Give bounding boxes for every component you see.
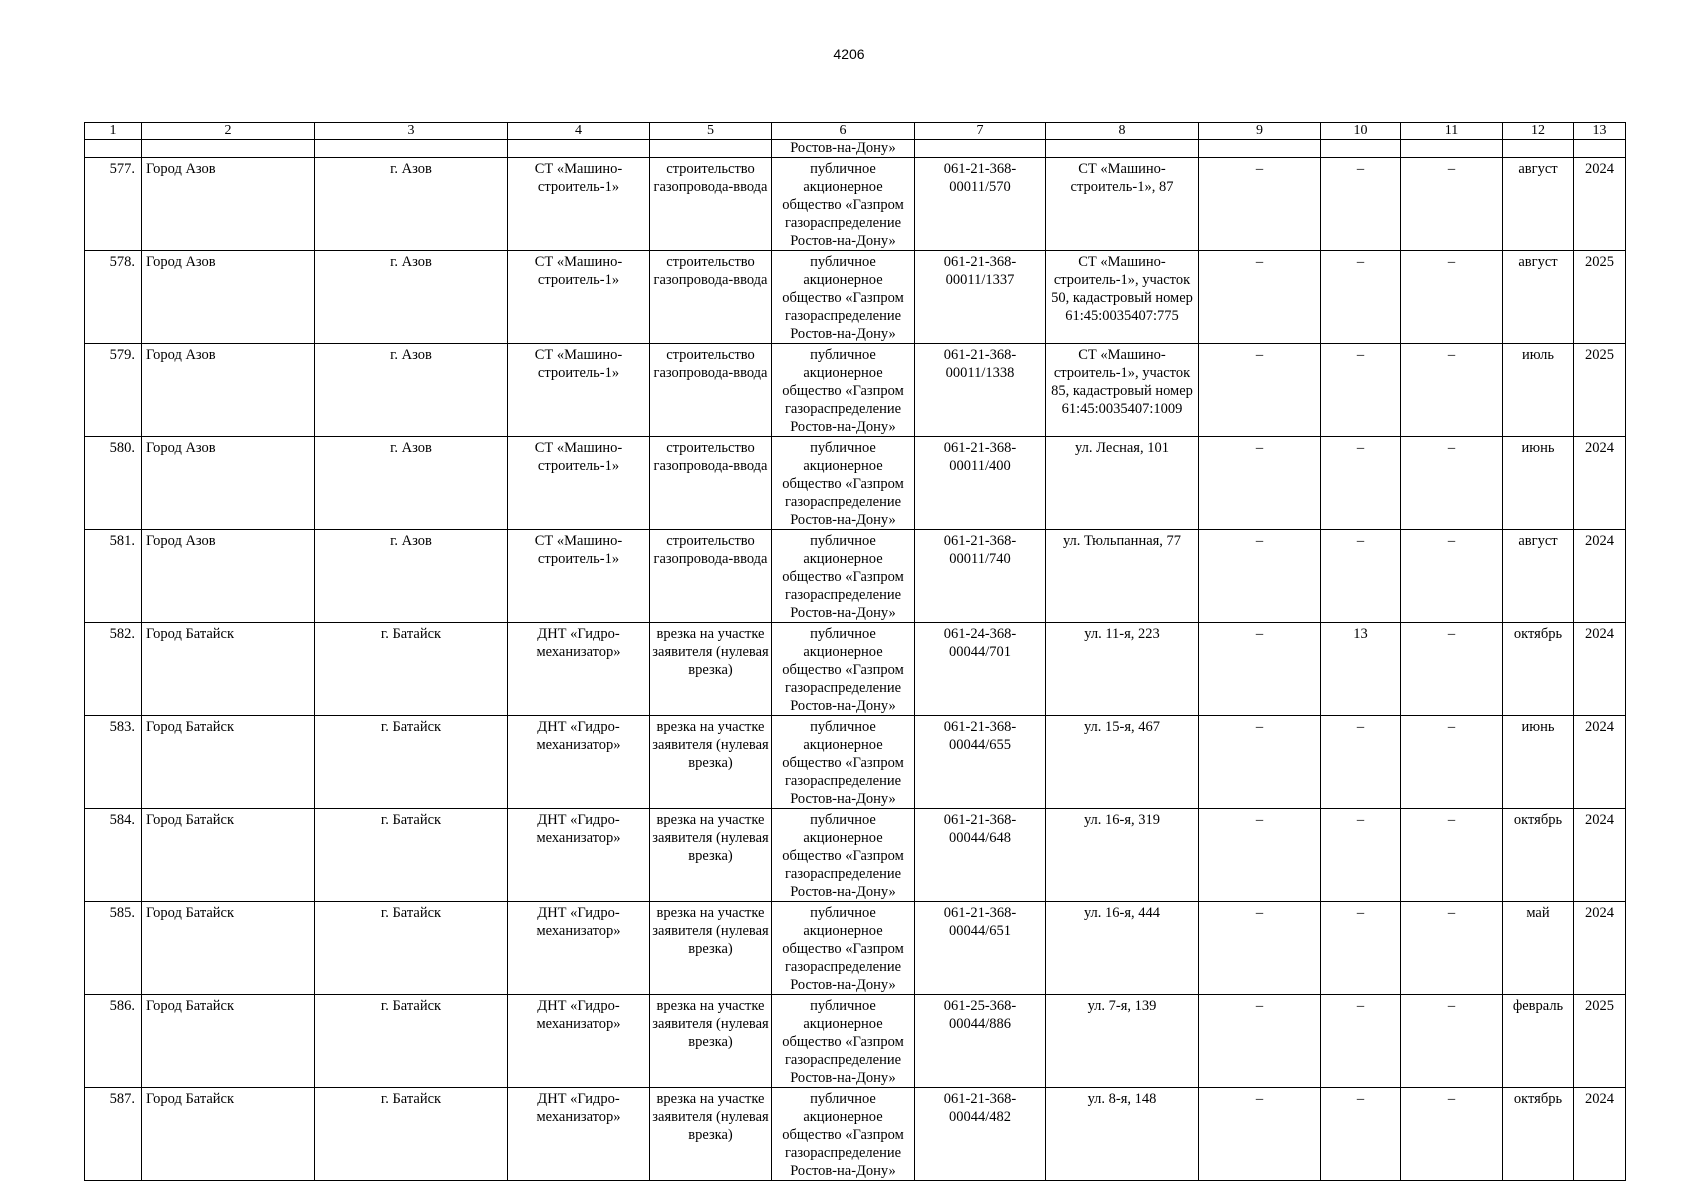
col9-cell: – bbox=[1199, 251, 1321, 344]
empty-cell bbox=[915, 140, 1046, 158]
col9-cell: – bbox=[1199, 1088, 1321, 1181]
organization-cell: публичное акционерное общество «Газпром газораспределение Ростов-на-Дону» bbox=[772, 623, 915, 716]
work-type-cell: врезка на участке заявителя (нулевая врезка) bbox=[650, 1088, 772, 1181]
organization-cell: публичное акционерное общество «Газпром газораспределение Ростов-на-Дону» bbox=[772, 902, 915, 995]
column-header: 6 bbox=[772, 123, 915, 140]
col9-cell: – bbox=[1199, 158, 1321, 251]
area-cell: Город Азов bbox=[142, 158, 315, 251]
column-header: 3 bbox=[315, 123, 508, 140]
col11-cell: – bbox=[1401, 251, 1503, 344]
column-header: 10 bbox=[1321, 123, 1401, 140]
col11-cell: – bbox=[1401, 995, 1503, 1088]
column-header: 8 bbox=[1046, 123, 1199, 140]
column-header: 4 bbox=[508, 123, 650, 140]
area-cell: Город Азов bbox=[142, 437, 315, 530]
object-cell: СТ «Машино-строитель-1» bbox=[508, 251, 650, 344]
code-cell: 061-21-368-00011/570 bbox=[915, 158, 1046, 251]
city-cell: г. Батайск bbox=[315, 623, 508, 716]
column-header: 7 bbox=[915, 123, 1046, 140]
col11-cell: – bbox=[1401, 437, 1503, 530]
code-cell: 061-21-368-00011/1337 bbox=[915, 251, 1046, 344]
col10-cell: – bbox=[1321, 716, 1401, 809]
address-cell: ул. 16-я, 319 bbox=[1046, 809, 1199, 902]
city-cell: г. Азов bbox=[315, 251, 508, 344]
month-cell: февраль bbox=[1503, 995, 1574, 1088]
col11-cell: – bbox=[1401, 158, 1503, 251]
table-row bbox=[85, 809, 1626, 902]
area-cell: Город Батайск bbox=[142, 809, 315, 902]
address-cell: ул. Тюльпанная, 77 bbox=[1046, 530, 1199, 623]
column-header: 9 bbox=[1199, 123, 1321, 140]
area-cell: Город Азов bbox=[142, 530, 315, 623]
organization-cell: публичное акционерное общество «Газпром газораспределение Ростов-на-Дону» bbox=[772, 344, 915, 437]
col10-cell: – bbox=[1321, 530, 1401, 623]
object-cell: ДНТ «Гидро-механизатор» bbox=[508, 716, 650, 809]
address-cell: СТ «Машино-строитель-1», участок 85, кадастровый номер 61:45:0035407:1009 bbox=[1046, 344, 1199, 437]
col9-cell: – bbox=[1199, 344, 1321, 437]
col9-cell: – bbox=[1199, 995, 1321, 1088]
object-cell: СТ «Машино-строитель-1» bbox=[508, 437, 650, 530]
empty-cell bbox=[1574, 140, 1626, 158]
empty-cell bbox=[1503, 140, 1574, 158]
object-cell: ДНТ «Гидро-механизатор» bbox=[508, 809, 650, 902]
col9-cell: – bbox=[1199, 623, 1321, 716]
organization-cell: публичное акционерное общество «Газпром газораспределение Ростов-на-Дону» bbox=[772, 437, 915, 530]
object-cell: СТ «Машино-строитель-1» bbox=[508, 344, 650, 437]
row-number-cell: 580. bbox=[85, 437, 142, 530]
col10-cell: – bbox=[1321, 1088, 1401, 1181]
work-type-cell: врезка на участке заявителя (нулевая врезка) bbox=[650, 716, 772, 809]
organization-cell: публичное акционерное общество «Газпром газораспределение Ростов-на-Дону» bbox=[772, 809, 915, 902]
work-type-cell: врезка на участке заявителя (нулевая врезка) bbox=[650, 809, 772, 902]
code-cell: 061-21-368-00011/1338 bbox=[915, 344, 1046, 437]
table-row bbox=[85, 530, 1626, 623]
address-cell: СТ «Машино-строитель-1», участок 50, кадастровый номер 61:45:0035407:775 bbox=[1046, 251, 1199, 344]
col10-cell: – bbox=[1321, 902, 1401, 995]
month-cell: июнь bbox=[1503, 716, 1574, 809]
code-cell: 061-21-368-00011/740 bbox=[915, 530, 1046, 623]
empty-cell bbox=[85, 140, 142, 158]
month-cell: август bbox=[1503, 251, 1574, 344]
col11-cell: – bbox=[1401, 902, 1503, 995]
city-cell: г. Батайск bbox=[315, 1088, 508, 1181]
row-number-cell: 583. bbox=[85, 716, 142, 809]
row-number-cell: 578. bbox=[85, 251, 142, 344]
col11-cell: – bbox=[1401, 809, 1503, 902]
page-number: 4206 bbox=[833, 46, 865, 62]
year-cell: 2024 bbox=[1574, 902, 1626, 995]
area-cell: Город Батайск bbox=[142, 902, 315, 995]
code-cell: 061-21-368-00044/655 bbox=[915, 716, 1046, 809]
object-cell: СТ «Машино-строитель-1» bbox=[508, 530, 650, 623]
city-cell: г. Азов bbox=[315, 158, 508, 251]
month-cell: июнь bbox=[1503, 437, 1574, 530]
month-cell: август bbox=[1503, 158, 1574, 251]
month-cell: октябрь bbox=[1503, 809, 1574, 902]
work-type-cell: строительство газопровода-ввода bbox=[650, 158, 772, 251]
table-row bbox=[85, 1088, 1626, 1181]
empty-cell bbox=[650, 140, 772, 158]
column-header: 2 bbox=[142, 123, 315, 140]
col9-cell: – bbox=[1199, 530, 1321, 623]
address-cell: ул. 11-я, 223 bbox=[1046, 623, 1199, 716]
gas-works-table bbox=[84, 122, 1626, 1181]
year-cell: 2024 bbox=[1574, 809, 1626, 902]
work-type-cell: врезка на участке заявителя (нулевая врезка) bbox=[650, 902, 772, 995]
year-cell: 2025 bbox=[1574, 995, 1626, 1088]
month-cell: октябрь bbox=[1503, 1088, 1574, 1181]
month-cell: июль bbox=[1503, 344, 1574, 437]
area-cell: Город Батайск bbox=[142, 623, 315, 716]
address-cell: ул. 15-я, 467 bbox=[1046, 716, 1199, 809]
col9-cell: – bbox=[1199, 716, 1321, 809]
address-cell: ул. 8-я, 148 bbox=[1046, 1088, 1199, 1181]
city-cell: г. Батайск bbox=[315, 809, 508, 902]
empty-cell bbox=[1401, 140, 1503, 158]
address-cell: ул. Лесная, 101 bbox=[1046, 437, 1199, 530]
empty-cell bbox=[1199, 140, 1321, 158]
city-cell: г. Азов bbox=[315, 530, 508, 623]
row-number-cell: 587. bbox=[85, 1088, 142, 1181]
empty-cell bbox=[1046, 140, 1199, 158]
year-cell: 2024 bbox=[1574, 623, 1626, 716]
table-row bbox=[85, 995, 1626, 1088]
table-row bbox=[85, 437, 1626, 530]
year-cell: 2024 bbox=[1574, 530, 1626, 623]
col10-cell: – bbox=[1321, 437, 1401, 530]
object-cell: СТ «Машино-строитель-1» bbox=[508, 158, 650, 251]
empty-cell bbox=[508, 140, 650, 158]
work-type-cell: строительство газопровода-ввода bbox=[650, 251, 772, 344]
area-cell: Город Батайск bbox=[142, 1088, 315, 1181]
empty-cell bbox=[315, 140, 508, 158]
work-type-cell: строительство газопровода-ввода bbox=[650, 530, 772, 623]
row-number-cell: 579. bbox=[85, 344, 142, 437]
row-number-cell: 582. bbox=[85, 623, 142, 716]
work-type-cell: врезка на участке заявителя (нулевая врезка) bbox=[650, 995, 772, 1088]
address-cell: ул. 16-я, 444 bbox=[1046, 902, 1199, 995]
continuation-cell: Ростов-на-Дону» bbox=[772, 140, 915, 158]
row-number-cell: 581. bbox=[85, 530, 142, 623]
column-header: 11 bbox=[1401, 123, 1503, 140]
column-header: 1 bbox=[85, 123, 142, 140]
continuation-row bbox=[85, 140, 1626, 158]
area-cell: Город Батайск bbox=[142, 995, 315, 1088]
col10-cell: – bbox=[1321, 251, 1401, 344]
object-cell: ДНТ «Гидро-механизатор» bbox=[508, 623, 650, 716]
table-row bbox=[85, 623, 1626, 716]
col11-cell: – bbox=[1401, 1088, 1503, 1181]
city-cell: г. Батайск bbox=[315, 995, 508, 1088]
month-cell: май bbox=[1503, 902, 1574, 995]
city-cell: г. Азов bbox=[315, 437, 508, 530]
col11-cell: – bbox=[1401, 623, 1503, 716]
organization-cell: публичное акционерное общество «Газпром газораспределение Ростов-на-Дону» bbox=[772, 530, 915, 623]
organization-cell: публичное акционерное общество «Газпром газораспределение Ростов-на-Дону» bbox=[772, 158, 915, 251]
col10-cell: – bbox=[1321, 809, 1401, 902]
empty-cell bbox=[1321, 140, 1401, 158]
year-cell: 2025 bbox=[1574, 251, 1626, 344]
column-header: 5 bbox=[650, 123, 772, 140]
organization-cell: публичное акционерное общество «Газпром газораспределение Ростов-на-Дону» bbox=[772, 716, 915, 809]
code-cell: 061-24-368-00044/701 bbox=[915, 623, 1046, 716]
code-cell: 061-21-368-00044/648 bbox=[915, 809, 1046, 902]
code-cell: 061-21-368-00011/400 bbox=[915, 437, 1046, 530]
work-type-cell: строительство газопровода-ввода bbox=[650, 437, 772, 530]
year-cell: 2024 bbox=[1574, 437, 1626, 530]
table-body bbox=[85, 123, 1626, 1181]
object-cell: ДНТ «Гидро-механизатор» bbox=[508, 995, 650, 1088]
column-number-row bbox=[85, 123, 1626, 140]
column-header: 12 bbox=[1503, 123, 1574, 140]
col11-cell: – bbox=[1401, 530, 1503, 623]
code-cell: 061-21-368-00044/482 bbox=[915, 1088, 1046, 1181]
address-cell: СТ «Машино-строитель-1», 87 bbox=[1046, 158, 1199, 251]
col10-cell: 13 bbox=[1321, 623, 1401, 716]
work-type-cell: врезка на участке заявителя (нулевая врезка) bbox=[650, 623, 772, 716]
year-cell: 2024 bbox=[1574, 158, 1626, 251]
month-cell: август bbox=[1503, 530, 1574, 623]
table-row bbox=[85, 158, 1626, 251]
table-row bbox=[85, 344, 1626, 437]
col11-cell: – bbox=[1401, 344, 1503, 437]
year-cell: 2024 bbox=[1574, 1088, 1626, 1181]
col9-cell: – bbox=[1199, 902, 1321, 995]
area-cell: Город Азов bbox=[142, 344, 315, 437]
area-cell: Город Азов bbox=[142, 251, 315, 344]
organization-cell: публичное акционерное общество «Газпром газораспределение Ростов-на-Дону» bbox=[772, 251, 915, 344]
address-cell: ул. 7-я, 139 bbox=[1046, 995, 1199, 1088]
code-cell: 061-25-368-00044/886 bbox=[915, 995, 1046, 1088]
organization-cell: публичное акционерное общество «Газпром газораспределение Ростов-на-Дону» bbox=[772, 1088, 915, 1181]
year-cell: 2024 bbox=[1574, 716, 1626, 809]
col10-cell: – bbox=[1321, 158, 1401, 251]
row-number-cell: 584. bbox=[85, 809, 142, 902]
table-row bbox=[85, 251, 1626, 344]
object-cell: ДНТ «Гидро-механизатор» bbox=[508, 1088, 650, 1181]
col11-cell: – bbox=[1401, 716, 1503, 809]
column-header: 13 bbox=[1574, 123, 1626, 140]
code-cell: 061-21-368-00044/651 bbox=[915, 902, 1046, 995]
city-cell: г. Азов bbox=[315, 344, 508, 437]
month-cell: октябрь bbox=[1503, 623, 1574, 716]
city-cell: г. Батайск bbox=[315, 902, 508, 995]
row-number-cell: 577. bbox=[85, 158, 142, 251]
empty-cell bbox=[142, 140, 315, 158]
work-type-cell: строительство газопровода-ввода bbox=[650, 344, 772, 437]
organization-cell: публичное акционерное общество «Газпром газораспределение Ростов-на-Дону» bbox=[772, 995, 915, 1088]
table-row bbox=[85, 716, 1626, 809]
col10-cell: – bbox=[1321, 344, 1401, 437]
object-cell: ДНТ «Гидро-механизатор» bbox=[508, 902, 650, 995]
col9-cell: – bbox=[1199, 437, 1321, 530]
area-cell: Город Батайск bbox=[142, 716, 315, 809]
row-number-cell: 585. bbox=[85, 902, 142, 995]
year-cell: 2025 bbox=[1574, 344, 1626, 437]
row-number-cell: 586. bbox=[85, 995, 142, 1088]
city-cell: г. Батайск bbox=[315, 716, 508, 809]
col10-cell: – bbox=[1321, 995, 1401, 1088]
col9-cell: – bbox=[1199, 809, 1321, 902]
table-row bbox=[85, 902, 1626, 995]
